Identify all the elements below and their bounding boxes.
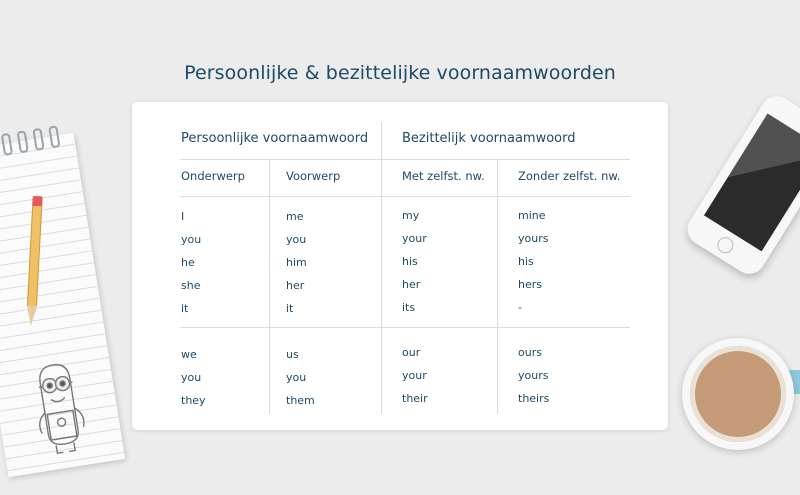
table-cell: me <box>286 210 304 223</box>
table-cell: her <box>286 279 305 292</box>
table-cell: we <box>181 348 197 361</box>
table-cell: he <box>181 256 195 269</box>
notepad-ring <box>1 133 13 156</box>
phone-home-button <box>714 234 736 256</box>
table-cell: its <box>402 301 416 314</box>
minion-sketch <box>21 356 97 461</box>
notepad-ring <box>32 128 44 151</box>
table-cell: yours <box>518 369 549 382</box>
table-cell: you <box>286 371 307 384</box>
table-cell: them <box>286 394 315 407</box>
phone-screen <box>704 114 800 252</box>
column-header-onderwerp: Onderwerp <box>181 169 245 183</box>
table-cell: - <box>518 301 522 314</box>
page-title: Persoonlijke & bezittelijke voornaamwoorden <box>184 62 616 84</box>
table-cell: theirs <box>518 392 550 405</box>
table-cell: you <box>286 233 307 246</box>
table-cell: mine <box>518 209 546 222</box>
divider-main <box>381 122 382 414</box>
pronoun-table <box>132 102 668 430</box>
table-cell: it <box>286 302 294 315</box>
table-cell: our <box>402 346 421 359</box>
divider-left <box>269 159 270 414</box>
group-header-bezittelijk: Bezittelijk voornaamwoord <box>402 131 576 146</box>
smartphone <box>681 90 800 280</box>
notepad <box>0 133 125 477</box>
table-cell: yours <box>518 232 549 245</box>
table-cell: you <box>181 371 202 384</box>
notepad-ring <box>17 130 29 153</box>
table-cell: their <box>402 392 428 405</box>
rule-group-header <box>180 159 630 160</box>
column-header-zonder-zelfst: Zonder zelfst. nw. <box>518 169 621 183</box>
coffee-cup <box>690 346 786 442</box>
divider-right <box>497 159 498 414</box>
table-cell: she <box>181 279 201 292</box>
table-cell: I <box>181 210 185 223</box>
table-cell: him <box>286 256 307 269</box>
table-cell: you <box>181 233 202 246</box>
table-cell: it <box>181 302 189 315</box>
table-cell: his <box>518 255 534 268</box>
table-cell: us <box>286 348 299 361</box>
table-cell: hers <box>518 278 542 291</box>
group-header-persoonlijk: Persoonlijke voornaamwoord <box>181 131 369 146</box>
table-cell: your <box>402 232 427 245</box>
table-cell: ours <box>518 346 542 359</box>
table-cell: her <box>402 278 421 291</box>
table-cell: my <box>402 209 420 222</box>
table-cell: they <box>181 394 206 407</box>
column-header-voorwerp: Voorwerp <box>286 169 341 183</box>
table-cell: your <box>402 369 427 382</box>
pencil-tip <box>26 306 37 326</box>
column-header-met-zelfst: Met zelfst. nw. <box>402 169 485 183</box>
table-cell: his <box>402 255 418 268</box>
rule-singular-plural <box>180 327 630 328</box>
notepad-ring <box>48 125 60 148</box>
rule-column-header <box>180 196 630 197</box>
